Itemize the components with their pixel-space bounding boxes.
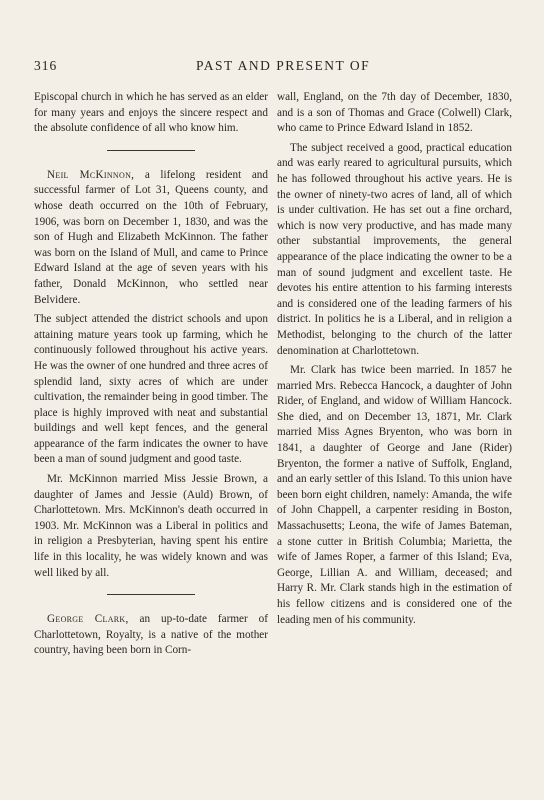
mckinnon-paragraph-2: The subject attended the district schools and upon attaining mature years took up farming, which he continuously followed throughout his active years. He was the owner of one hundred and three acres of splendid land, sixty acres of which are under cultivation, the remainder being in good timber. The place is highly improved with neat and substantial buildings and well kept fences, and the general appearance of the farm indicates the owner to have been a man of sound judgment and good taste. bbox=[34, 313, 268, 466]
running-head: PAST AND PRESENT OF bbox=[196, 58, 371, 73]
mckinnon-intro-paragraph bbox=[34, 168, 268, 308]
clark-intro-paragraph bbox=[34, 612, 268, 659]
mckinnon-name: Neil McKinnon, bbox=[47, 168, 135, 181]
clark-paragraph-3: Mr. Clark has twice been married. In 1857 he married Mrs. Rebecca Hancock, a daughter of John Rider, of England, and widow of William Hancock. She died, and on December 13, 1871, Mr. Clark married Miss Agnes Bryenton, who was born in 1841, a daughter of George and Jane (Rider) Bryenton, the former a native of Suffolk, England, and an early settler of this Island. To this union have been born eight children, namely: Amanda, the wife of John Chappell, a carpenter residing in Boston, Massachusetts; Leona, the wife of James Bateman, a stone cutter in British Columbia; Marietta, the wife of James Roper, a farmer of this Island; Eva, George, Lillian A. and William, deceased; and Harry R. Mr. Clark stands high in the estimation of his fellow citizens and is considered one of the leading men of his community. bbox=[277, 364, 512, 626]
right-column bbox=[277, 90, 512, 632]
section-divider bbox=[107, 150, 195, 151]
mckinnon-intro-text: a lifelong resident and successful farmer of Lot 31, Queens county, and whose death occurred on the 10th of February, 1906, was born on December 1, 1830, and was the son of Hugh and Elizabeth McKinnon. The father was born on the Island of Mull, and came to Prince Edward Island at the age of seven years with his father, Donald McKinnon, who settled near Belvidere. bbox=[34, 168, 268, 306]
page-number: 316 bbox=[34, 58, 58, 73]
continuation-paragraph: Episcopal church in which he has served as an elder for many years and enjoys the sincere respect and the absolute confidence of all who know him. bbox=[34, 91, 268, 135]
clark-paragraph-2: The subject received a good, practical education and was early reared to agricultural pursuits, which he has followed throughout his active years. He is the owner of ninety-two acres of land, all of which is under cultivation. He has set out a fine orchard, which is now very productive, and has made many other substantial improvements, the general appearance of the place indicating the owner to be a man of sound judgment and excellent taste. He devotes his entire attention to his farming interests and is considered one of the leading farmers of his district. In politics he is a Liberal, and in religion a Methodist, belonging to the church of the latter denomination at Charlottetown. bbox=[277, 141, 512, 357]
section-divider bbox=[107, 594, 195, 595]
left-column bbox=[34, 90, 268, 663]
clark-continuation-paragraph: wall, England, on the 7th day of December, 1830, and is a son of Thomas and Grace (Colwell) Clark, who came to Prince Edward Island in 1852. bbox=[277, 91, 512, 135]
clark-name: George Clark, bbox=[47, 613, 129, 626]
mckinnon-paragraph-3: Mr. McKinnon married Miss Jessie Brown, a daughter of James and Jessie (Auld) Brown, of Charlottetown. Mrs. McKinnon's death occurred in 1903. Mr. McKinnon was a Liberal in politics and in religion a Presbyterian, having spent his entire life in this locality, he was widely known and was well liked by all. bbox=[34, 473, 268, 579]
clark-intro-text: an up-to-date farmer of Charlottetown, Royalty, is a native of the mother country, having been born in Corn- bbox=[34, 613, 268, 657]
page-header bbox=[34, 58, 514, 78]
